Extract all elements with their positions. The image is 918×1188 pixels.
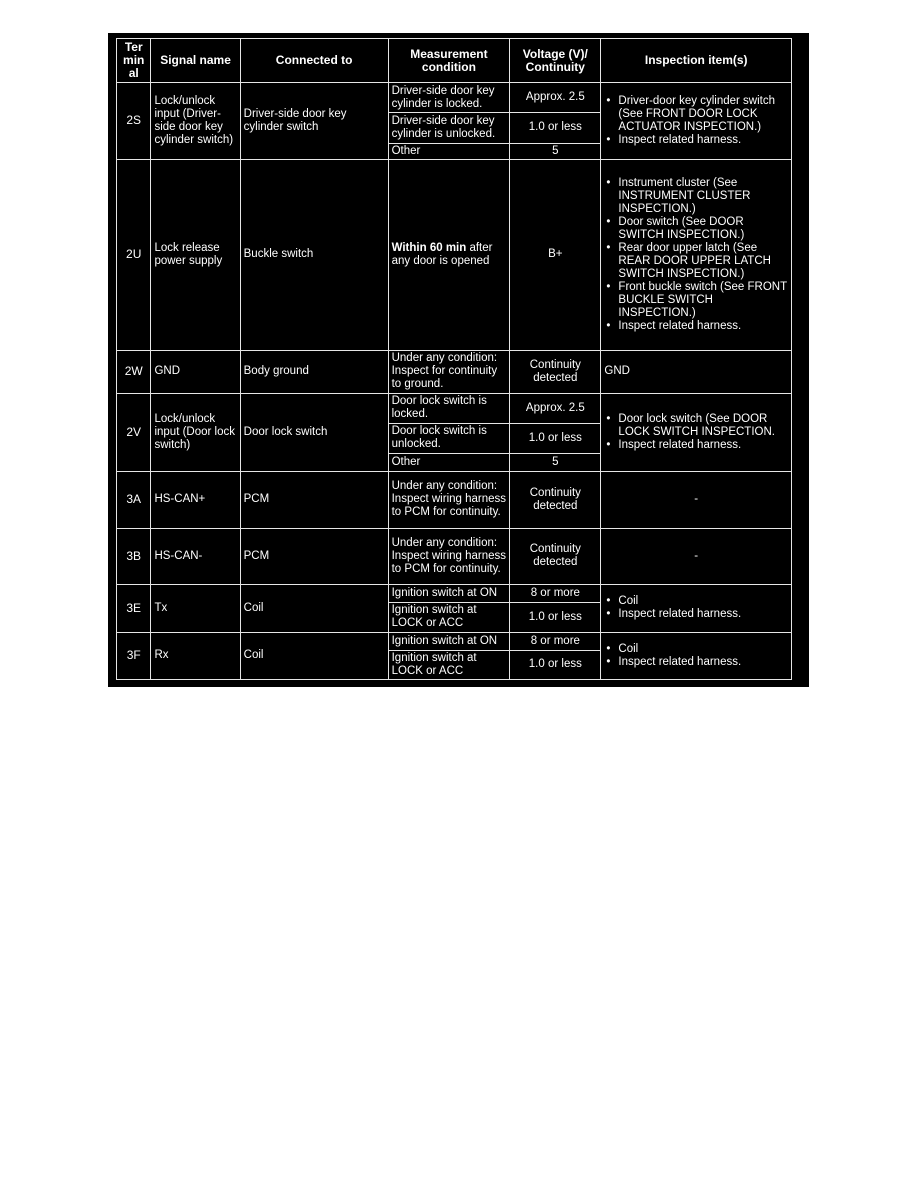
voltage-value-cell: 5 — [510, 454, 601, 472]
inspection-item-text: Instrument cluster (See INSTRUMENT CLUSTER INSPECTION.) — [618, 176, 751, 215]
signal-name-cell: Tx — [151, 585, 240, 632]
signal-name-cell: Lock/unlock input (Driver-side door key cylinder switch) — [151, 83, 240, 160]
connected-to-cell: Driver-side door key cylinder switch — [240, 83, 388, 160]
signal-name-cell: Lock/unlock input (Door lock switch) — [151, 393, 240, 472]
connected-to-cell: PCM — [240, 528, 388, 584]
table-row — [117, 472, 792, 528]
inspection-item-text: Inspect related harness. — [618, 655, 742, 668]
bullet-icon: • — [606, 215, 611, 228]
voltage-value-cell: 8 or more — [510, 632, 601, 650]
inspection-item-text: Driver-door key cylinder switch (See FRONT DOOR LOCK ACTUATOR INSPECTION.) — [618, 94, 775, 133]
bullet-icon: • — [606, 412, 611, 425]
bullet-icon: • — [606, 94, 611, 107]
list-item — [606, 215, 788, 242]
voltage-value-cell: Continuity detected — [510, 351, 601, 393]
header-row — [117, 39, 792, 83]
bullet-icon: • — [606, 319, 611, 332]
measurement-condition-cell: Other — [388, 143, 510, 159]
inspection-item-text: Inspect related harness. — [618, 133, 742, 146]
header-connected-to: Connected to — [240, 39, 388, 83]
signal-name-cell: HS-CAN+ — [151, 472, 240, 528]
list-item — [606, 94, 788, 134]
bullet-icon: • — [606, 595, 611, 608]
voltage-value-cell: B+ — [510, 159, 601, 351]
table-row — [117, 528, 792, 584]
inspection-items-cell: GND — [601, 351, 792, 393]
inspection-items-cell: - — [601, 528, 792, 584]
header-terminal: Ter min al — [117, 39, 151, 83]
connected-to-cell: Body ground — [240, 351, 388, 393]
measurement-condition-cell: Under any condition: Inspect wiring harness to PCM for continuity. — [388, 528, 510, 584]
signal-name-cell: GND — [151, 351, 240, 393]
voltage-value-cell: Continuity detected — [510, 528, 601, 584]
inspection-item-text: Inspect related harness. — [618, 438, 742, 451]
terminal-cell: 3F — [117, 632, 151, 679]
bullet-icon: • — [606, 133, 611, 146]
list-item — [606, 133, 788, 147]
condition-emphasis: Within 60 min — [391, 241, 467, 254]
measurement-condition-cell: Ignition switch at ON — [388, 632, 510, 650]
header-signal-name: Signal name — [151, 39, 240, 83]
voltage-value-cell: 8 or more — [510, 585, 601, 603]
list-item — [606, 595, 788, 608]
table-row — [117, 351, 792, 393]
list-item — [606, 412, 788, 439]
bullet-icon: • — [606, 655, 611, 668]
measurement-condition-cell: Under any condition: Inspect for continuity to ground. — [388, 351, 510, 393]
bullet-icon: • — [606, 438, 611, 451]
inspection-item-text: Rear door upper latch (See REAR DOOR UPPER LATCH SWITCH INSPECTION.) — [618, 241, 771, 280]
measurement-condition-cell: Driver-side door key cylinder is locked. — [388, 83, 510, 113]
inspection-item-text: Door switch (See DOOR SWITCH INSPECTION.) — [618, 215, 745, 241]
measurement-condition-cell: Door lock switch is unlocked. — [388, 423, 510, 453]
measurement-condition-cell: Ignition switch at LOCK or ACC — [388, 650, 510, 679]
measurement-condition-cell: Other — [388, 454, 510, 472]
header-measurement-condition: Measurement condition — [388, 39, 510, 83]
inspection-items-cell — [601, 393, 792, 472]
list-item — [606, 642, 788, 656]
signal-name-cell: Lock release power supply — [151, 159, 240, 351]
terminal-cell: 3E — [117, 585, 151, 632]
terminal-table-sheet — [108, 33, 809, 687]
measurement-condition-cell: Ignition switch at ON — [388, 585, 510, 603]
table-row — [117, 585, 792, 603]
connected-to-cell: Coil — [240, 632, 388, 679]
header-voltage-continuity: Voltage (V)/ Continuity — [510, 39, 601, 83]
connected-to-cell: Buckle switch — [240, 159, 388, 351]
signal-name-cell: Rx — [151, 632, 240, 679]
list-item — [606, 280, 788, 320]
inspection-items-cell — [601, 585, 792, 632]
inspection-item-text: Inspect related harness. — [618, 608, 742, 621]
terminal-cell: 2V — [117, 393, 151, 472]
voltage-value-cell: Approx. 2.5 — [510, 393, 601, 423]
table-row — [117, 393, 792, 423]
signal-name-cell: HS-CAN- — [151, 528, 240, 584]
inspection-item-text: Front buckle switch (See FRONT BUCKLE SWITCH INSPECTION.) — [618, 280, 787, 319]
header-inspection-items: Inspection item(s) — [601, 39, 792, 83]
inspection-list — [604, 595, 788, 621]
inspection-item-text: Inspect related harness. — [618, 319, 742, 332]
voltage-value-cell: Approx. 2.5 — [510, 83, 601, 113]
list-item — [606, 241, 788, 281]
inspection-item-text: Coil — [618, 595, 639, 608]
terminal-cell: 2S — [117, 83, 151, 160]
table-body — [117, 83, 792, 680]
inspection-list — [604, 413, 788, 452]
list-item — [606, 438, 788, 452]
condition-text: after any door is opened — [391, 241, 493, 267]
voltage-value-cell: 1.0 or less — [510, 423, 601, 453]
list-item — [606, 319, 788, 333]
measurement-condition-cell — [388, 159, 510, 351]
measurement-condition-cell: Under any condition: Inspect wiring harness to PCM for continuity. — [388, 472, 510, 528]
measurement-condition-cell: Door lock switch is locked. — [388, 393, 510, 423]
inspection-list — [604, 177, 788, 333]
bullet-icon: • — [606, 241, 611, 254]
table-row — [117, 83, 792, 113]
inspection-items-cell — [601, 159, 792, 351]
inspection-items-cell: - — [601, 472, 792, 528]
terminal-cell: 2W — [117, 351, 151, 393]
measurement-condition-cell: Driver-side door key cylinder is unlocked. — [388, 113, 510, 143]
table-row — [117, 159, 792, 351]
terminal-cell: 3A — [117, 472, 151, 528]
inspection-items-cell — [601, 83, 792, 160]
inspection-items-cell — [601, 632, 792, 679]
measurement-condition-cell: Ignition switch at LOCK or ACC — [388, 603, 510, 632]
connected-to-cell: PCM — [240, 472, 388, 528]
voltage-value-cell: Continuity detected — [510, 472, 601, 528]
voltage-value-cell: 1.0 or less — [510, 603, 601, 632]
voltage-value-cell: 1.0 or less — [510, 113, 601, 143]
inspection-item-text: Door lock switch (See DOOR LOCK SWITCH INSPECTION. — [618, 412, 775, 438]
voltage-value-cell: 5 — [510, 143, 601, 159]
terminal-cell: 2U — [117, 159, 151, 351]
terminal-voltage-table — [116, 38, 792, 680]
connected-to-cell: Coil — [240, 585, 388, 632]
list-item — [606, 608, 788, 621]
inspection-item-text: Coil — [618, 642, 639, 655]
bullet-icon: • — [606, 176, 611, 189]
bullet-icon: • — [606, 642, 611, 655]
connected-to-cell: Door lock switch — [240, 393, 388, 472]
voltage-value-cell: 1.0 or less — [510, 650, 601, 679]
bullet-icon: • — [606, 608, 611, 621]
table-row — [117, 632, 792, 650]
list-item — [606, 655, 788, 669]
terminal-cell: 3B — [117, 528, 151, 584]
inspection-list — [604, 95, 788, 147]
list-item — [606, 176, 788, 216]
inspection-list — [604, 643, 788, 669]
bullet-icon: • — [606, 280, 611, 293]
